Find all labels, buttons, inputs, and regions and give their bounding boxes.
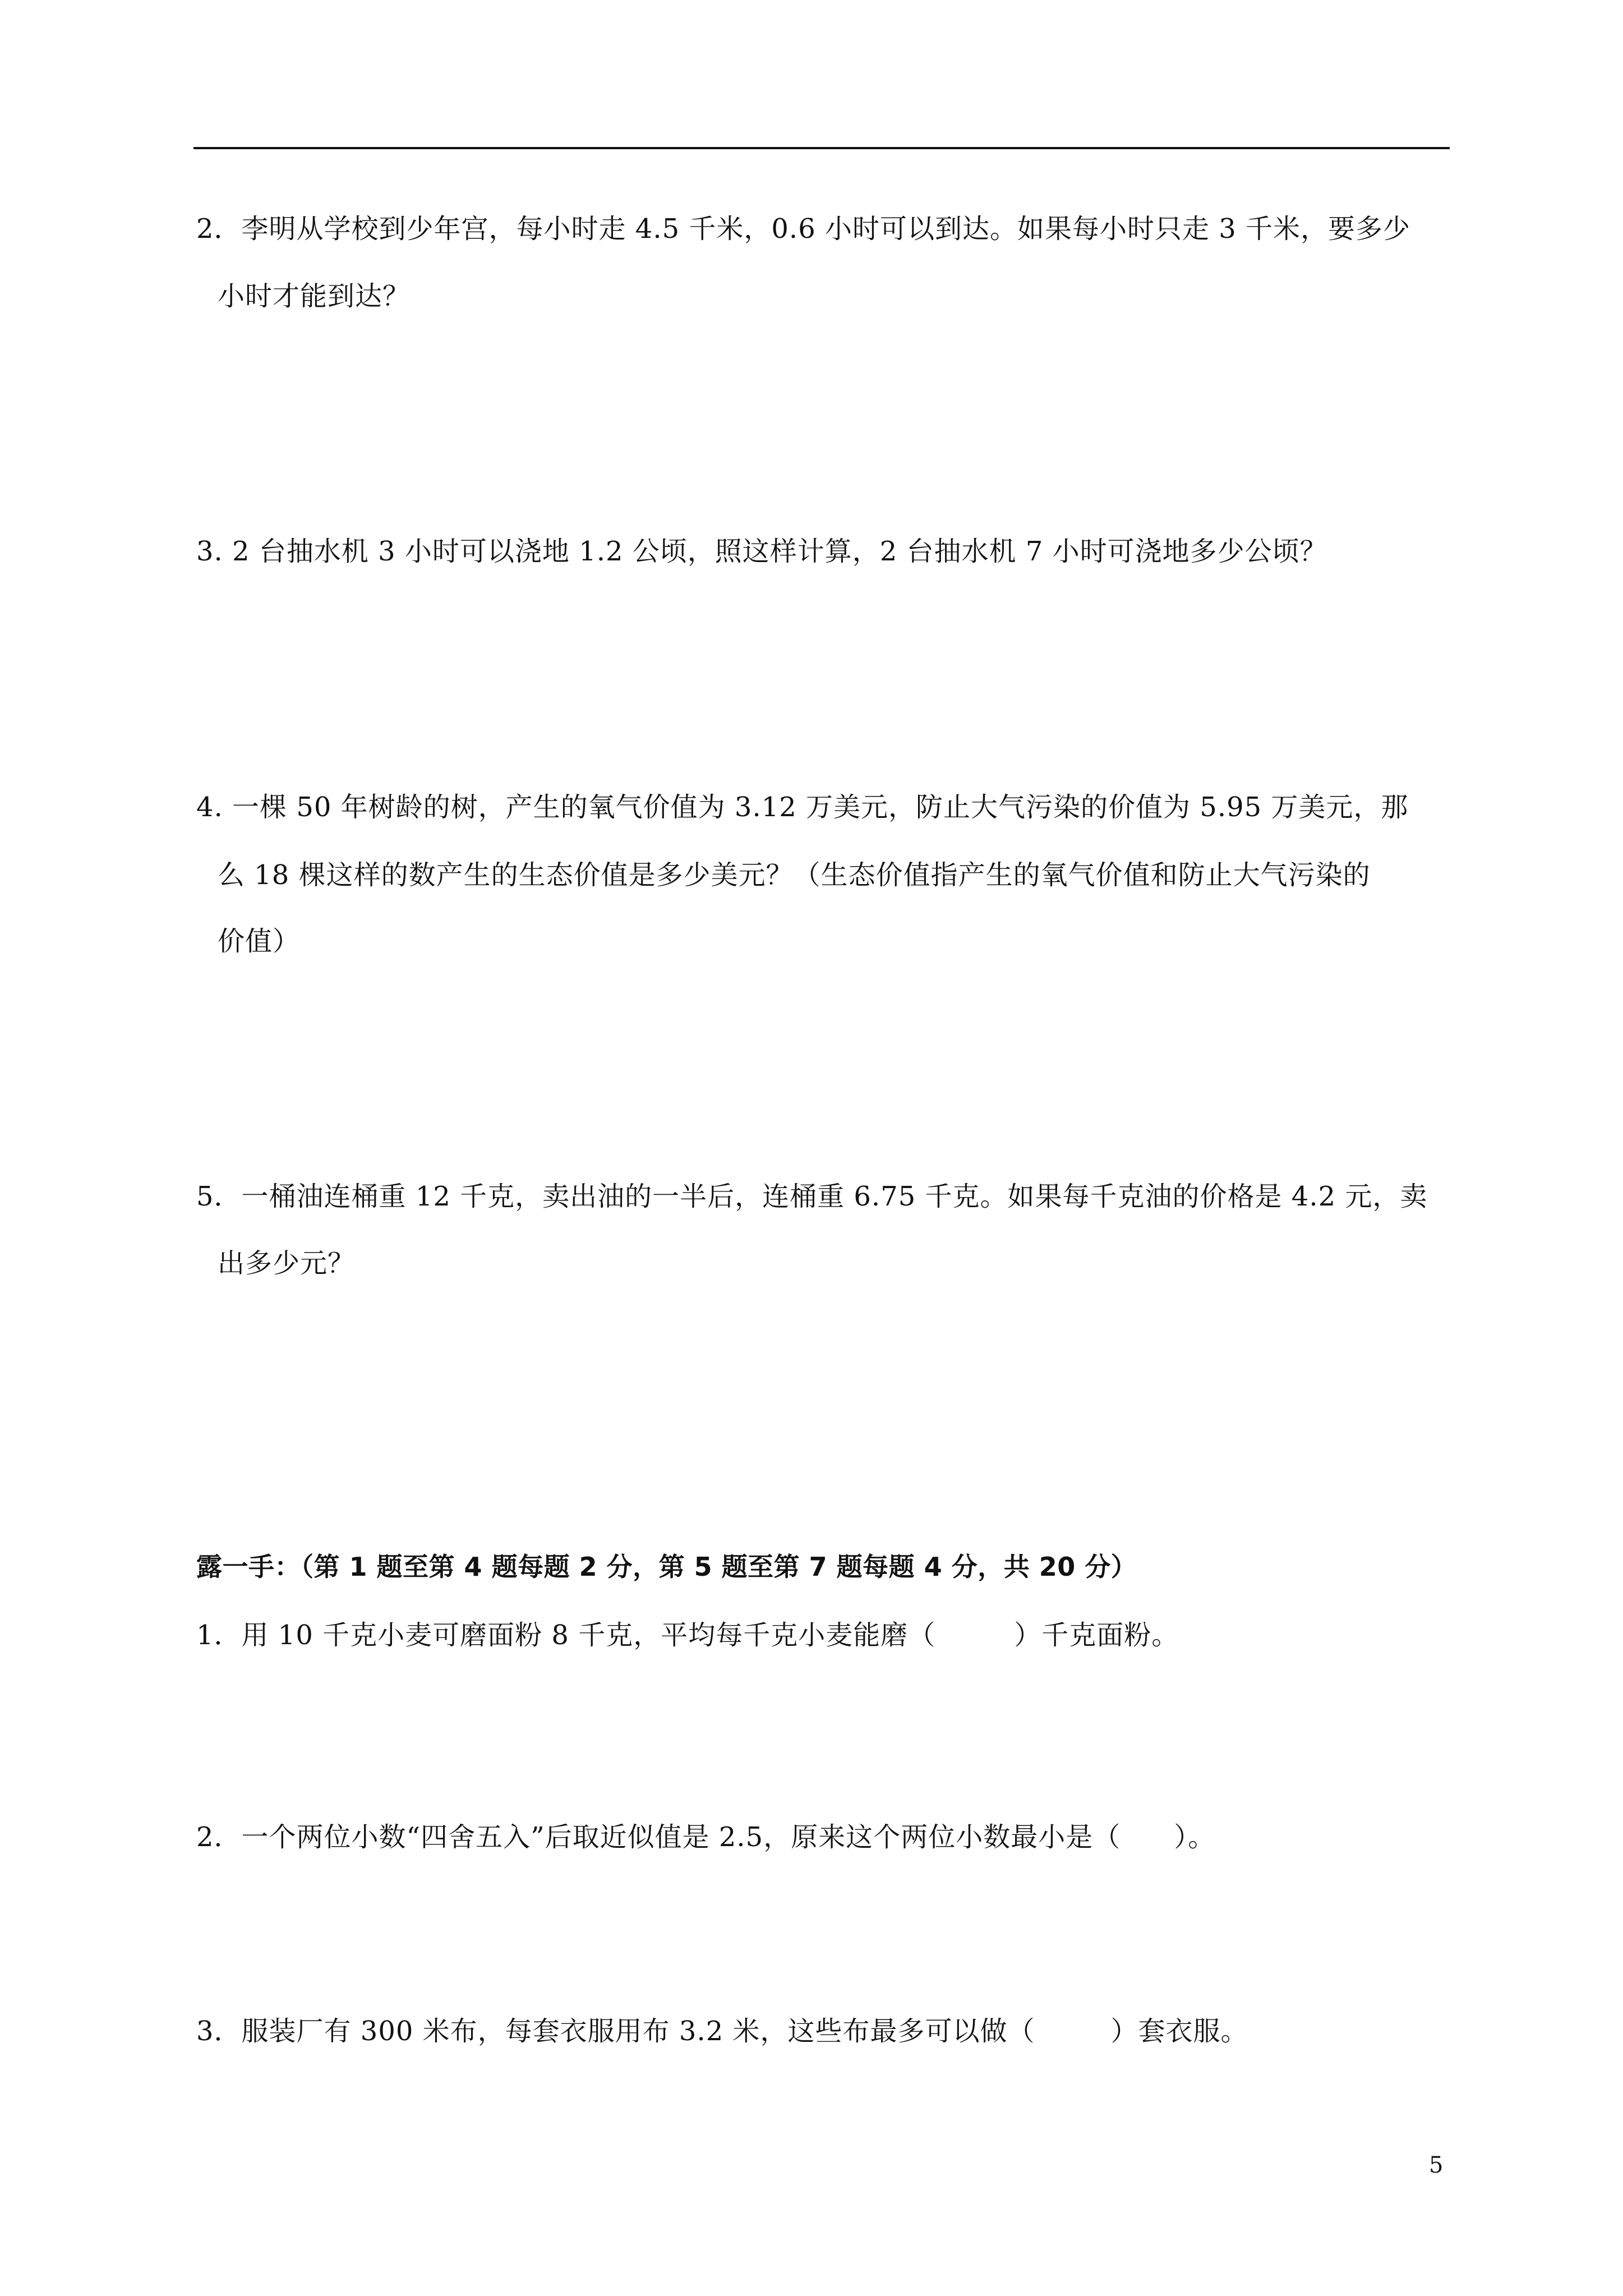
- fill-item-3: [196, 2014, 1248, 2048]
- problem-4-line-3: 价值）: [218, 926, 301, 957]
- fill-item-1: [196, 1618, 1179, 1652]
- problem-5-line-2: 出多少元？: [218, 1248, 356, 1279]
- fill-item-1-before: 1．用 10 千克小麦可磨面粉 8 千克，平均每千克小麦能磨（: [196, 1619, 936, 1651]
- problem-2-line-1: 2．李明从学校到少年宫，每小时走 4.5 千米，0.6 小时可以到达。如果每小时只走 3 千米，要多少: [196, 213, 1411, 245]
- problem-5-line-1: 5．一桶油连桶重 12 千克，卖出油的一半后，连桶重 6.75 千克。如果每千克油的价格是 4.2 元，卖: [196, 1181, 1428, 1212]
- problem-4-line-1: 4. 一棵 50 年树龄的树，产生的氧气价值为 3.12 万美元，防止大气污染的价值为 5.95 万美元，那: [196, 792, 1409, 823]
- fill-item-2-before: 2．一个两位小数“四舍五入”后取近似值是 2.5，原来这个两位小数最小是（: [196, 1821, 1121, 1853]
- section-heading: 露一手：（第 1 题至第 4 题每题 2 分，第 5 题至第 7 题每题 4 分，共 20 分）: [196, 1552, 1137, 1582]
- page-number: 5: [1429, 2152, 1444, 2178]
- fill-item-3-after: ）套衣服。: [1110, 2016, 1248, 2047]
- header-rule: [193, 147, 1450, 149]
- problem-3-line-1: 3. 2 台抽水机 3 小时可以浇地 1.2 公顷，照这样计算，2 台抽水机 7 小时可浇地多少公顷？: [196, 536, 1327, 567]
- problem-2-line-2: 小时才能到达？: [218, 280, 411, 312]
- fill-item-2: [196, 1820, 1215, 1854]
- problem-4-line-2: 么 18 棵这样的数产生的生态价值是多少美元？（生态价值指产生的氧气价值和防止大气污染的: [218, 859, 1371, 891]
- fill-item-3-before: 3．服装厂有 300 米布，每套衣服用布 3.2 米，这些布最多可以做（: [196, 2016, 1035, 2047]
- fill-item-1-after: ）千克面粉。: [1014, 1619, 1179, 1651]
- fill-item-2-after: ）。: [1174, 1821, 1216, 1853]
